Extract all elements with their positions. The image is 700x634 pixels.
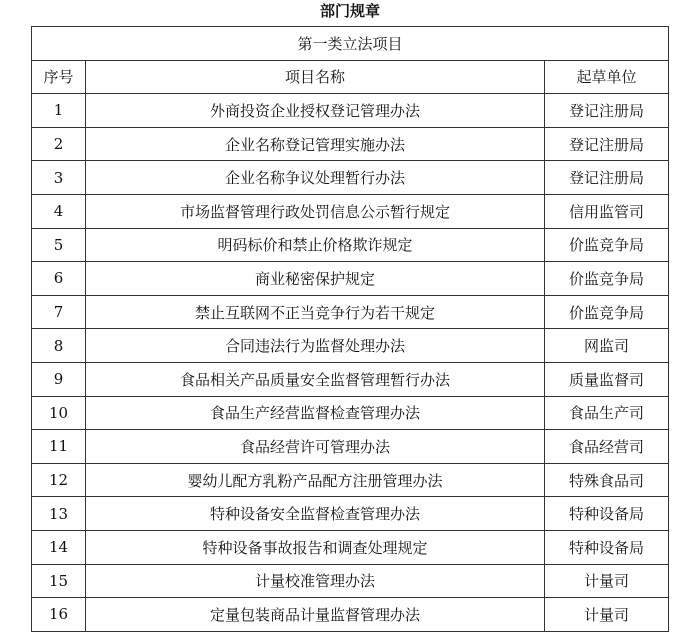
drafting-unit: 价监竞争局 (545, 228, 669, 262)
row-number: 16 (32, 598, 86, 632)
project-name: 婴幼儿配方乳粉产品配方注册管理办法 (86, 463, 545, 497)
drafting-unit: 价监竞争局 (545, 262, 669, 296)
table-row (32, 127, 669, 161)
header-row (32, 60, 669, 94)
drafting-unit: 登记注册局 (545, 127, 669, 161)
project-name: 企业名称争议处理暂行办法 (86, 161, 545, 195)
table-row (32, 194, 669, 228)
row-number: 4 (32, 194, 86, 228)
table-body (32, 94, 669, 632)
table-row (32, 430, 669, 464)
project-name: 商业秘密保护规定 (86, 262, 545, 296)
project-name: 计量校准管理办法 (86, 564, 545, 598)
page-title: 部门规章 (319, 2, 380, 20)
drafting-unit: 登记注册局 (545, 94, 669, 128)
drafting-unit: 网监司 (545, 329, 669, 363)
column-header-dept: 起草单位 (545, 60, 669, 94)
drafting-unit: 质量监督司 (545, 362, 669, 396)
project-name: 特种设备事故报告和调查处理规定 (86, 530, 545, 564)
table-row (32, 329, 669, 363)
category-row (32, 27, 669, 61)
table-row (32, 598, 669, 632)
project-name: 食品经营许可管理办法 (86, 430, 545, 464)
row-number: 14 (32, 530, 86, 564)
drafting-unit: 特殊食品司 (545, 463, 669, 497)
table-row (32, 262, 669, 296)
table-row (32, 295, 669, 329)
drafting-unit: 食品经营司 (545, 430, 669, 464)
table-row (32, 228, 669, 262)
project-name: 食品相关产品质量安全监督管理暂行办法 (86, 362, 545, 396)
table-row (32, 530, 669, 564)
project-name: 市场监督管理行政处罚信息公示暂行规定 (86, 194, 545, 228)
drafting-unit: 登记注册局 (545, 161, 669, 195)
drafting-unit: 计量司 (545, 564, 669, 598)
row-number: 3 (32, 161, 86, 195)
table-row (32, 94, 669, 128)
project-name: 外商投资企业授权登记管理办法 (86, 94, 545, 128)
table-row (32, 396, 669, 430)
table-row (32, 362, 669, 396)
project-name: 食品生产经营监督检查管理办法 (86, 396, 545, 430)
drafting-unit: 计量司 (545, 598, 669, 632)
row-number: 10 (32, 396, 86, 430)
column-header-no: 序号 (32, 60, 86, 94)
table-row (32, 564, 669, 598)
drafting-unit: 食品生产司 (545, 396, 669, 430)
project-name: 特种设备安全监督检查管理办法 (86, 497, 545, 531)
row-number: 11 (32, 430, 86, 464)
column-header-name: 项目名称 (86, 60, 545, 94)
project-name: 明码标价和禁止价格欺诈规定 (86, 228, 545, 262)
row-number: 6 (32, 262, 86, 296)
project-name: 定量包装商品计量监督管理办法 (86, 598, 545, 632)
project-name: 企业名称登记管理实施办法 (86, 127, 545, 161)
row-number: 13 (32, 497, 86, 531)
table-row (32, 497, 669, 531)
table-row (32, 463, 669, 497)
row-number: 7 (32, 295, 86, 329)
drafting-unit: 特种设备局 (545, 497, 669, 531)
project-name: 禁止互联网不正当竞争行为若干规定 (86, 295, 545, 329)
drafting-unit: 特种设备局 (545, 530, 669, 564)
row-number: 5 (32, 228, 86, 262)
regulations-table (31, 26, 669, 632)
table-row (32, 161, 669, 195)
category-heading: 第一类立法项目 (32, 27, 669, 61)
project-name: 合同违法行为监督处理办法 (86, 329, 545, 363)
row-number: 15 (32, 564, 86, 598)
drafting-unit: 价监竞争局 (545, 295, 669, 329)
row-number: 1 (32, 94, 86, 128)
row-number: 12 (32, 463, 86, 497)
row-number: 9 (32, 362, 86, 396)
row-number: 2 (32, 127, 86, 161)
row-number: 8 (32, 329, 86, 363)
drafting-unit: 信用监管司 (545, 194, 669, 228)
